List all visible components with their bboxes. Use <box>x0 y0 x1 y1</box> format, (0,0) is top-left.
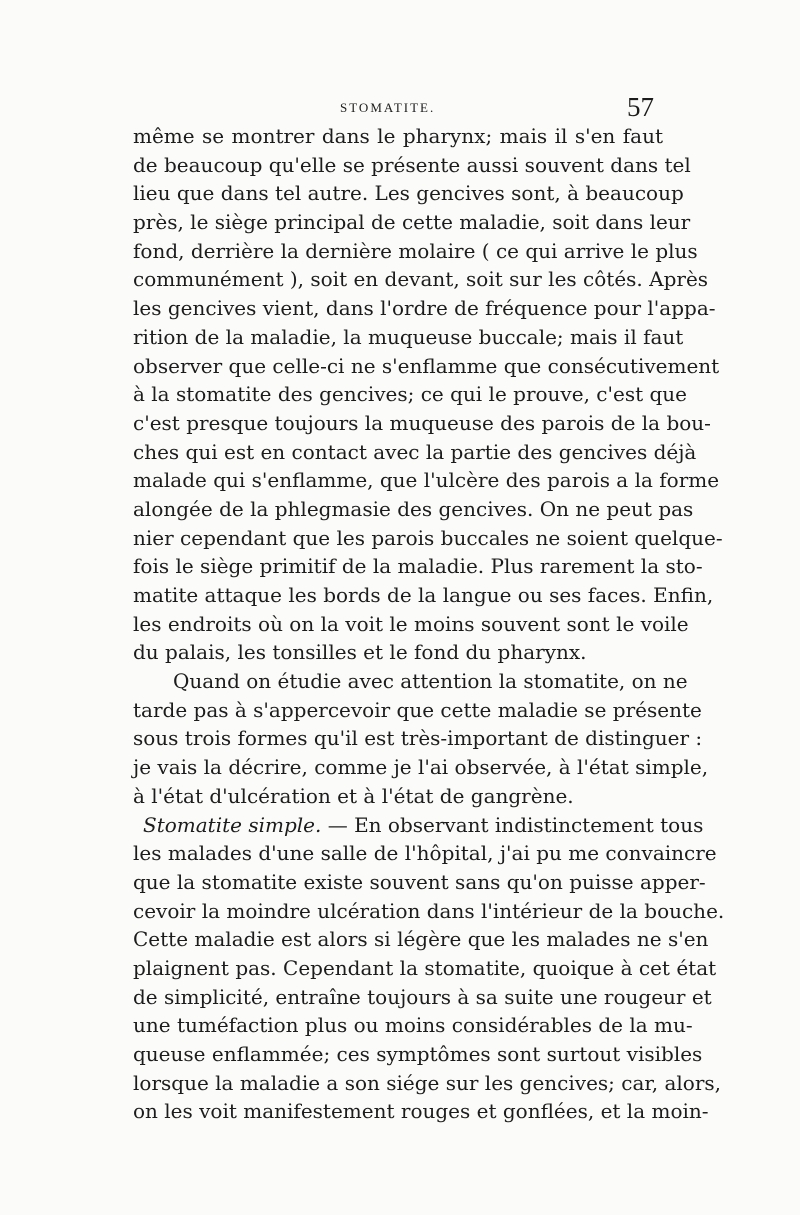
section-heading-continuation: — En observant indistinctement tous <box>321 812 704 837</box>
running-title: STOMATITE. <box>340 100 436 115</box>
text-line: observer que celle-ci ne s'enflamme que consécutivement <box>133 353 720 378</box>
text-line: cevoir la moindre ulcération dans l'intérieur de la bouche. <box>133 898 725 923</box>
text-line: lieu que dans tel autre. Les gencives sont, à beaucoup <box>133 181 684 206</box>
section-heading-line <box>133 811 704 840</box>
text-line: fois le siège primitif de la maladie. Plus rarement la sto- <box>133 554 703 579</box>
text-line: les malades d'une salle de l'hôpital, j'ai pu me convaincre <box>133 841 717 866</box>
text-line: queuse enflammée; ces symptômes sont surtout visibles <box>133 1042 703 1066</box>
text-line: ches qui est en contact avec la partie des gencives déjà <box>133 439 697 464</box>
text-line: les endroits où on la voit le moins souvent sont le voile <box>133 611 689 636</box>
text-line: on les voit manifestement rouges et gonflées, et la moin- <box>133 1099 709 1124</box>
text-line: de simplicité, entraîne toujours à sa suite une rougeur et <box>133 984 712 1009</box>
text-line: je vais la décrire, comme je l'ai observée, à l'état simple, <box>133 755 709 780</box>
text-line: de beaucoup qu'elle se présente aussi souvent dans tel <box>133 152 691 177</box>
text-line: fond, derrière la dernière molaire ( ce qui arrive le plus <box>133 238 698 263</box>
text-line: sous trois formes qu'il est très-important de distinguer : <box>133 726 703 751</box>
text-line: rition de la maladie, la muqueuse buccale; mais il faut <box>133 324 684 349</box>
page-number: 57 <box>627 92 654 122</box>
text-line: même se montrer dans le pharynx; mais il s'en faut <box>133 124 663 148</box>
text-line: à l'état d'ulcération et à l'état de gangrène. <box>133 783 574 808</box>
text-line: c'est presque toujours la muqueuse des parois de la bou- <box>133 410 711 435</box>
text-line: tarde pas à s'appercevoir que cette maladie se présente <box>133 697 702 722</box>
text-line: plaignent pas. Cependant la stomatite, quoique à cet état <box>133 955 717 980</box>
section-heading: Stomatite simple. <box>143 812 322 837</box>
text-line: Cette maladie est alors si légère que les malades ne s'en <box>133 927 709 952</box>
text-line: alongée de la phlegmasie des gencives. On ne peut pas <box>133 496 694 521</box>
text-line: communément ), soit en devant, soit sur les côtés. Après <box>133 267 709 292</box>
text-line: les gencives vient, dans l'ordre de fréquence pour l'appa- <box>133 296 716 321</box>
text-line: que la stomatite existe souvent sans qu'on puisse apper- <box>133 869 706 894</box>
text-line: une tuméfaction plus ou moins considérables de la mu- <box>133 1013 693 1038</box>
paragraph-start-line: Quand on étudie avec attention la stomatite, on ne <box>173 669 688 694</box>
text-line: du palais, les tonsilles et le fond du pharynx. <box>133 640 587 665</box>
body-text <box>133 122 725 1126</box>
text-line: malade qui s'enflamme, que l'ulcère des parois a la forme <box>133 468 720 493</box>
text-line: nier cependant que les parois buccales ne soient quelque- <box>133 525 723 550</box>
text-line: matite attaque les bords de la langue ou ses faces. Enfin, <box>133 583 714 607</box>
text-line: à la stomatite des gencives; ce qui le prouve, c'est que <box>133 382 687 407</box>
text-line: près, le siège principal de cette maladie, soit dans leur <box>133 210 691 235</box>
text-line: lorsque la maladie a son siége sur les gencives; car, alors, <box>133 1070 722 1095</box>
